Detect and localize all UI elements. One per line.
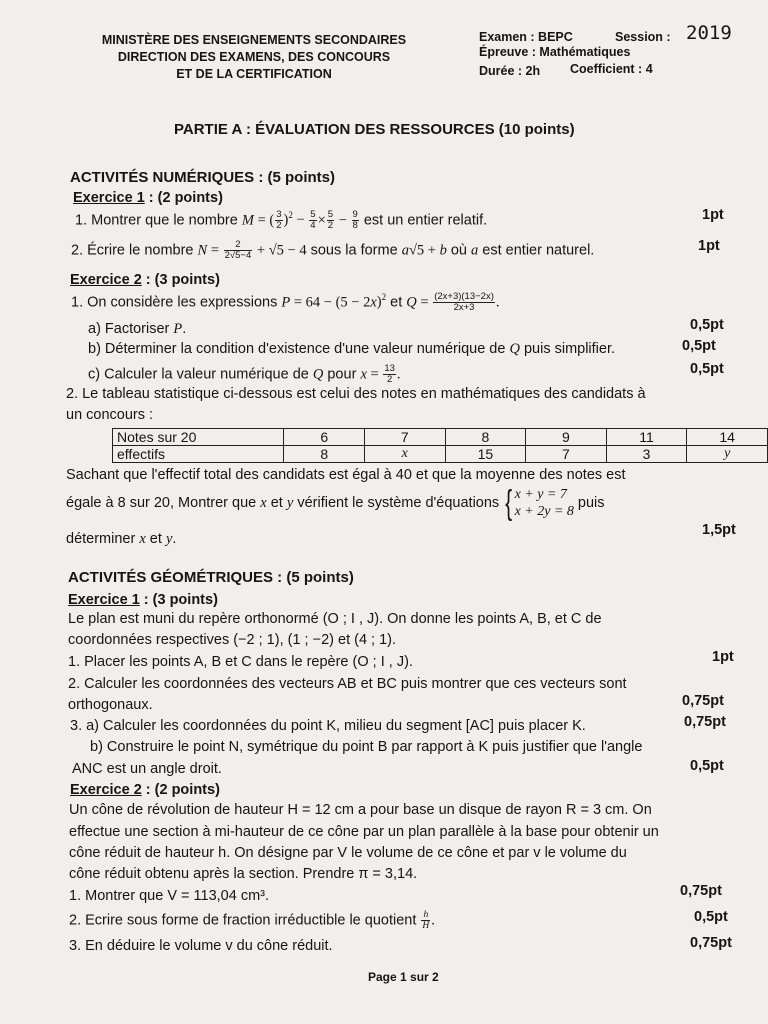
stmt-text-c: vérifient le système d'équations <box>293 494 500 511</box>
system-brace: { <box>505 484 513 522</box>
num-ex2-qc: c) Calculer la valeur numérique de Q pour x = $\frac{13}{2}$ . <box>88 363 401 385</box>
geo-ex2-q1: 1. Montrer que V = 113,04 cm³. <box>69 888 270 904</box>
exam-label: Examen : BEPC <box>479 30 573 44</box>
geo-ex1-q2-line2: orthogonaux. <box>68 697 153 713</box>
geo-exercise-1-heading <box>68 592 218 608</box>
table-cell: 8 <box>445 429 526 446</box>
qc-text-b: pour <box>323 366 361 383</box>
geo-ex2-line3: cône réduit de hauteur h. On désigne par V le volume de ce cône et par v le volume du <box>69 845 627 861</box>
q2-text-b: sous la forme <box>306 242 402 259</box>
table-cell: 6 <box>284 429 365 446</box>
geo-ex2-line4: cône réduit obtenu après la section. Prendre π = 3,14. <box>69 866 418 882</box>
geo-ex2-points: : (2 points) <box>141 782 220 798</box>
stmt-text-f: et <box>145 531 166 547</box>
system-eq-2: x + 2y = 8 <box>514 504 574 519</box>
table-cell: 8 <box>284 446 365 463</box>
table-cell: 7 <box>365 429 446 446</box>
num-ex1-points: : (2 points) <box>144 190 223 206</box>
qa-text: a) Factoriser <box>88 321 174 337</box>
numeric-section-title: ACTIVITÉS NUMÉRIQUES : (5 points) <box>70 169 336 186</box>
stmt-text-b: et <box>266 494 287 511</box>
num-ex2-q1: 1. On considère les expressions $P = 64 - (5 - 2x)^2$ et Q = $\frac{(2x+3)(13-2x)}{2x+3}$ . <box>71 291 500 313</box>
grades-table <box>112 428 768 463</box>
table-row <box>113 429 768 446</box>
stmt-text-d: puis <box>577 494 605 511</box>
geo-ex1-line1: Le plan est muni du repère orthonormé (O ; I , J). On donne les points A, B, et C de <box>68 611 602 627</box>
table-cell: 14 <box>687 429 768 446</box>
geo-ex2-q2: 2. Ecrire sous forme de fraction irréductible le quotient $\frac{h}{H}$ . <box>69 910 435 931</box>
session-label: Session : <box>615 30 671 44</box>
geo-ex1-points: : (3 points) <box>139 592 218 608</box>
num-ex2-qb: b) Déterminer la condition d'existence d'une valeur numérique de Q puis simplifier. <box>88 341 616 357</box>
geo-ex2-line1: Un cône de révolution de hauteur H = 12 cm a pour base un disque de rayon R = 3 cm. On <box>69 802 652 818</box>
duree-label: Durée : 2h <box>479 64 541 78</box>
num-statement-points: 1,5pt <box>702 522 736 538</box>
table-cell: y <box>687 446 768 463</box>
q1-text-b: est un entier relatif. <box>359 212 488 229</box>
ministry-line-1: MINISTÈRE DES ENSEIGNEMENTS SECONDAIRES <box>101 33 407 47</box>
num-qc-points: 0,5pt <box>690 361 724 377</box>
stmt-text-a: égale à 8 sur 20, Montrer que <box>66 494 261 511</box>
qc-text-a: c) Calculer la valeur numérique de <box>88 366 313 383</box>
num-qb-points: 0,5pt <box>682 338 716 354</box>
geo-ex1-q3a: 3. a) Calculer les coordonnées du point K, milieu du segment [AC] puis placer K. <box>70 718 586 734</box>
geo-ex2-q3-points: 0,75pt <box>690 935 732 951</box>
geo-q2-points: 0,75pt <box>682 693 724 709</box>
geo-ex1-line2: coordonnées respectives (−2 ; 1), (1 ; −2) et (4 ; 1). <box>68 632 397 648</box>
num-ex2-statement-line3: déterminer x et y. <box>66 531 177 547</box>
num-ex2-points: : (3 points) <box>141 272 220 288</box>
num-ex1-q1: 1. Montrer que le nombre M = ( $\frac{3}{2}$ )$^2$ − $\frac{5}{4}$ × $\frac{5}{2}$ − $\frac{9}{8}$ est un entier relatif. <box>75 209 488 231</box>
geo-ex1-q3b-line1: b) Construire le point N, symétrique du point B par rapport à K puis justifier que l'angle <box>90 739 643 755</box>
geometric-section-title: ACTIVITÉS GÉOMÉTRIQUES : (5 points) <box>68 569 354 586</box>
ministry-line-2: DIRECTION DES EXAMENS, DES CONCOURS <box>117 50 391 64</box>
geo-ex2-q1-points: 0,75pt <box>680 883 722 899</box>
num-ex2-title: Exercice 2 <box>70 272 142 288</box>
num-ex2-q2-line1: 2. Le tableau statistique ci-dessous est celui des notes en mathématiques des candidats à <box>66 386 646 402</box>
num-q1-points: 1pt <box>702 207 724 223</box>
qb-text-b: puis simplifier. <box>519 341 616 357</box>
table-row-label: Notes sur 20 <box>113 429 284 446</box>
ministry-line-3: ET DE LA CERTIFICATION <box>176 67 332 81</box>
table-cell: 7 <box>526 446 607 463</box>
num-ex1-title: Exercice 1 <box>73 190 145 206</box>
page-number: Page 1 sur 2 <box>368 970 439 984</box>
num-q2-points: 1pt <box>698 238 720 254</box>
num-ex2-statement-line2: égale à 8 sur 20, Montrer que x et y vérifient le système d'équations { x + y = 7 x + 2y = 8 puis <box>66 484 605 522</box>
num-ex2-q2-line2: un concours : <box>66 407 154 423</box>
geo-exercise-2-heading <box>70 782 220 798</box>
coefficient-label: Coefficient : 4 <box>570 62 653 76</box>
table-cell: 15 <box>445 446 526 463</box>
ex2-q1-et: et <box>386 294 407 311</box>
num-qa-points: 0,5pt <box>690 317 724 333</box>
table-cell: 9 <box>526 429 607 446</box>
num-exercise-1-heading <box>73 190 223 206</box>
num-ex2-qa: a) Factoriser P. <box>88 321 187 337</box>
geo-ex1-title: Exercice 1 <box>68 592 140 608</box>
geo-q3b-points: 0,5pt <box>690 758 724 774</box>
geo-ex1-q1: 1. Placer les points A, B et C dans le repère (O ; I , J). <box>68 654 413 670</box>
session-year: 2019 <box>686 22 732 44</box>
table-cell: 3 <box>606 446 687 463</box>
stmt-text-e: déterminer <box>66 531 140 547</box>
geo-ex1-q2-line1: 2. Calculer les coordonnées des vecteurs AB et BC puis montrer que ces vecteurs sont <box>68 676 627 692</box>
q2-text-a: 2. Écrire le nombre <box>71 242 198 259</box>
partie-a-title: PARTIE A : ÉVALUATION DES RESSOURCES (10 points) <box>174 121 575 138</box>
system-eq-1: x + y = 7 <box>514 487 567 502</box>
q1-text-a: 1. Montrer que le nombre <box>75 212 242 229</box>
ex2-q1-text: 1. On considère les expressions <box>71 294 282 311</box>
table-row <box>113 446 768 463</box>
geo-ex2-q3: 3. En déduire le volume v du cône réduit. <box>69 938 333 954</box>
num-ex1-q2: 2. Écrire le nombre N = $\frac{2}{2√5-4}$ + √5 − 4 sous la forme a√5 + b où a est entier naturel. <box>71 239 595 261</box>
table-cell: 11 <box>606 429 687 446</box>
qb-text-a: b) Déterminer la condition d'existence d'une valeur numérique de <box>88 341 510 357</box>
geo-q1-points: 1pt <box>712 649 734 665</box>
equation-system <box>515 486 574 520</box>
geo-ex1-q3b-line2: ANC est un angle droit. <box>72 761 222 777</box>
num-ex2-statement-line1: Sachant que l'effectif total des candidats est égal à 40 et que la moyenne des notes est <box>66 467 626 483</box>
geo-ex2-title: Exercice 2 <box>70 782 142 798</box>
q2-text-c: où <box>446 242 472 259</box>
e2-q2-text: 2. Ecrire sous forme de fraction irréductible le quotient <box>69 912 421 929</box>
geo-ex2-line2: effectue une section à mi-hauteur de ce cône par un plan parallèle à la base pour obtenir un <box>69 824 659 840</box>
geo-q3a-points: 0,75pt <box>684 714 726 730</box>
num-exercise-2-heading <box>70 272 220 288</box>
geo-ex2-q2-points: 0,5pt <box>694 909 728 925</box>
q2-text-d: est entier naturel. <box>478 242 595 259</box>
table-cell: x <box>365 446 446 463</box>
table-row-label: effectifs <box>113 446 284 463</box>
ministry-header <box>78 32 430 83</box>
epreuve-label: Épreuve : Mathématiques <box>479 45 631 59</box>
